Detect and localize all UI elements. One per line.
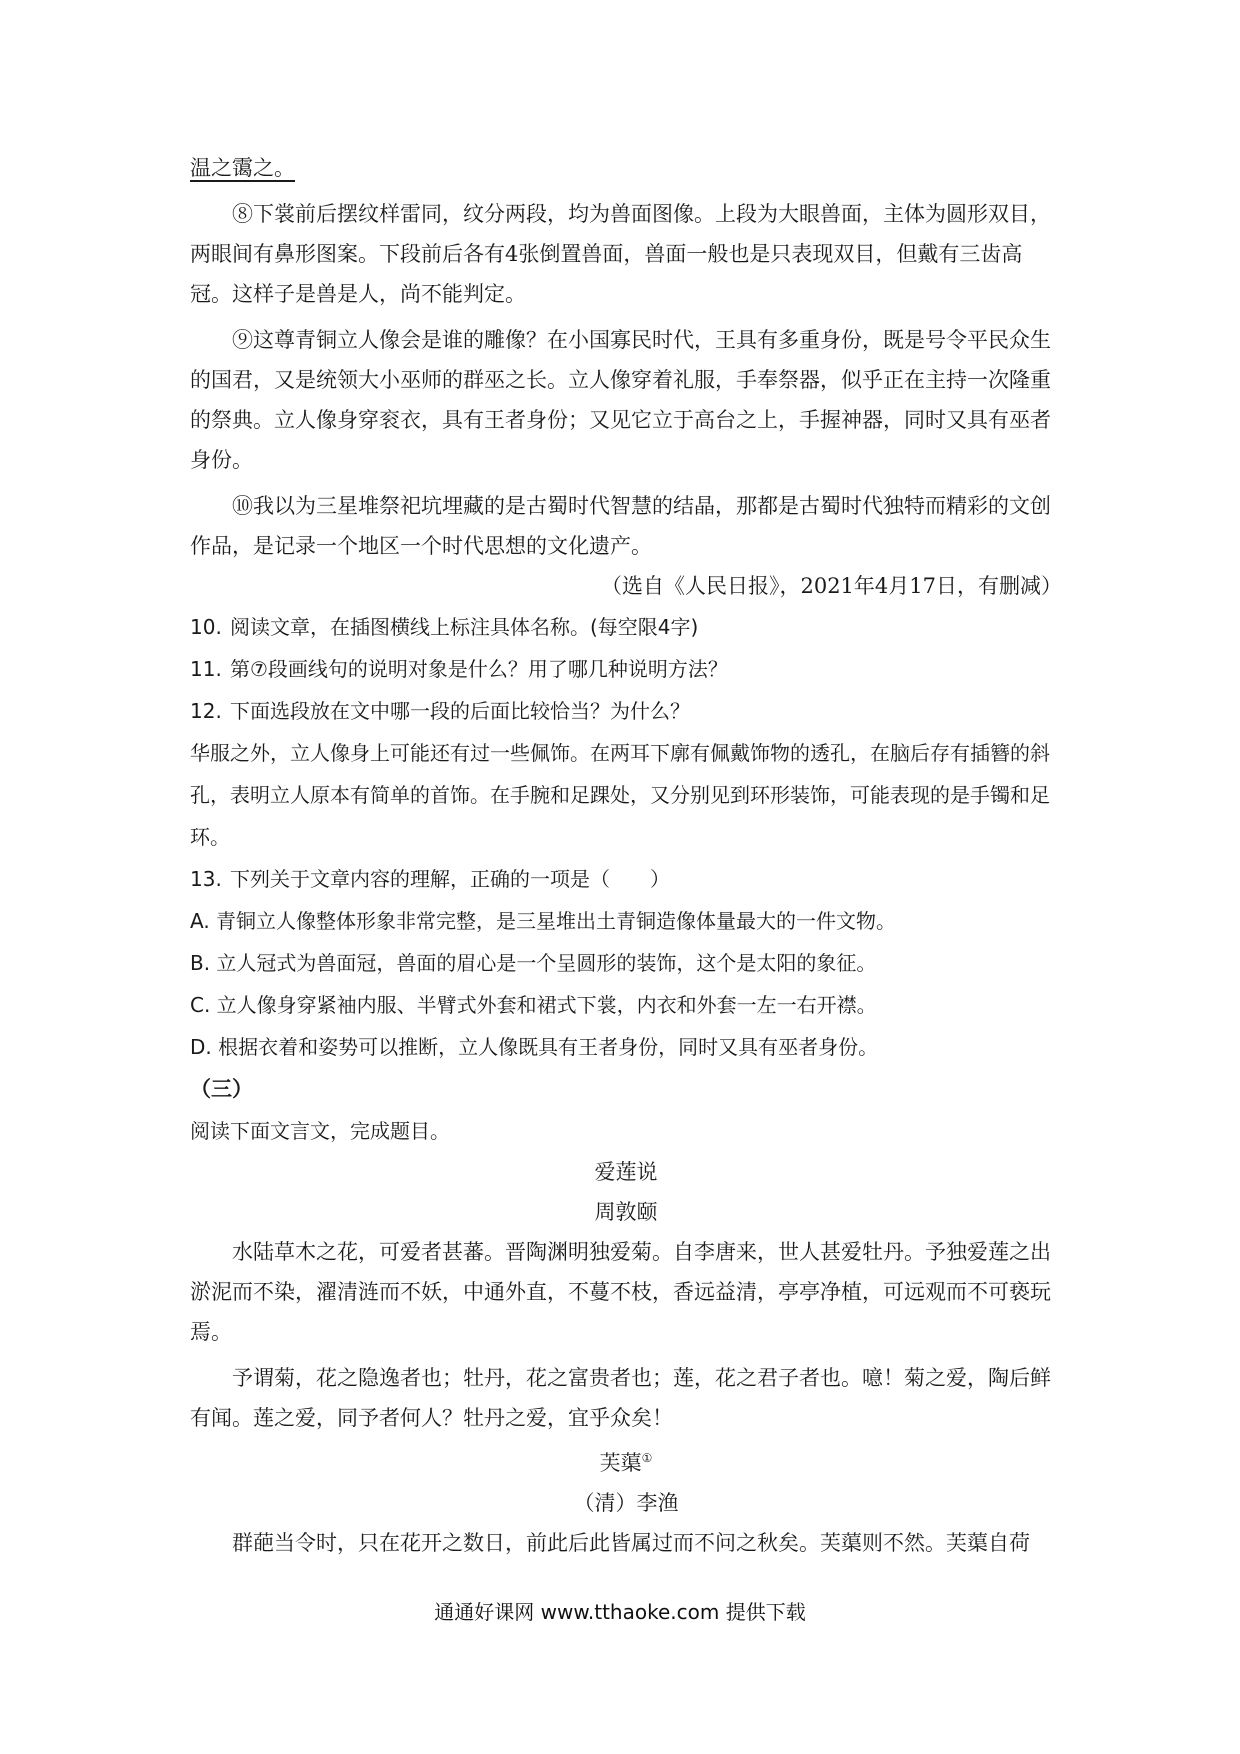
option-b: B. 立人冠式为兽面冠，兽面的眉心是一个呈圆形的装饰，这个是太阳的象征。 <box>190 951 877 975</box>
option-a: A. 青铜立人像整体形象非常完整，是三星堆出土青铜造像体量最大的一件文物。 <box>190 909 897 933</box>
essay-author-1: 周敦颐 <box>594 1200 658 1224</box>
paragraph-9: ⑨这尊青铜立人像会是谁的雕像？在小国寡民时代，王具有多重身份，既是号令平民众生的国君，又是统领大小巫师的群巫之长。立人像穿着礼服，手奉祭器，似乎正在主持一次隆重的祭典。立人像身穿衮衣，具有王者身份；又见它立于高台之上，手握神器，同时又具有巫者身份。 <box>190 328 1051 472</box>
question-12-passage: 华服之外，立人像身上可能还有过一些佩饰。在两耳下廓有佩戴饰物的透孔，在脑后存有插簪的斜孔，表明立人原本有简单的首饰。在手腕和足踝处，又分别见到环形装饰，可能表现的是手镯和足环。 <box>190 741 1050 849</box>
question-text: 下列关于文章内容的理解，正确的一项是（ ） <box>230 867 670 891</box>
question-number: 12. <box>190 699 222 723</box>
paragraph-8: ⑧下裳前后摆纹样雷同，纹分两段，均为兽面图像。上段为大眼兽面，主体为圆形双目，两眼间有鼻形图案。下段前后各有4张倒置兽面，兽面一般也是只表现双目，但戴有三齿高冠。这样子是兽是人，尚不能判定。 <box>190 202 1051 306</box>
essay-author-2: （清）李渔 <box>573 1491 679 1515</box>
essay-title-2 <box>190 1438 1062 1483</box>
question-11 <box>190 648 1062 690</box>
top-line <box>190 148 1062 188</box>
option-d: D. 根据衣着和姿势可以推断，立人像既具有王者身份，同时又具有巫者身份。 <box>190 1035 879 1059</box>
question-13 <box>190 858 1062 900</box>
question-number: 11. <box>190 657 222 681</box>
section-instruction: 阅读下面文言文，完成题目。 <box>190 1119 450 1143</box>
essay-paragraph-2: 予谓菊，花之隐逸者也；牡丹，花之富贵者也；莲，花之君子者也。噫！菊之爱，陶后鲜有闻。莲之爱，同予者何人？牡丹之爱，宜乎众矣！ <box>190 1366 1051 1430</box>
essay-paragraph-1: 水陆草木之花，可爱者甚蕃。晋陶渊明独爱菊。自李唐来，世人甚爱牡丹。予独爱莲之出淤泥而不染，濯清涟而不妖，中通外直，不蔓不枝，香远益清，亭亭净植，可远观而不可亵玩焉。 <box>190 1240 1051 1344</box>
question-number: 10. <box>190 615 222 639</box>
page-footer: 通通好课网 www.tthaoke.com 提供下载 <box>434 1600 806 1624</box>
question-text: 阅读文章，在插图横线上标注具体名称。(每空限4字) <box>230 615 699 639</box>
question-10 <box>190 606 1062 648</box>
source-citation: （选自《人民日报》，2021年4月17日，有删减） <box>600 574 1062 598</box>
question-number: 13. <box>190 867 222 891</box>
essay-paragraph-3: 群葩当令时，只在花开之数日，前此后此皆属过而不问之秋矣。芙蕖则不然。芙蕖自荷 <box>232 1531 1030 1555</box>
footnote-marker: ① <box>641 1451 653 1465</box>
essay-title-2-text: 芙蕖 <box>599 1451 642 1475</box>
option-c: C. 立人像身穿紧袖内服、半臂式外套和裙式下裳，内衣和外套一左一右开襟。 <box>190 993 877 1017</box>
paragraph-10: ⑩我以为三星堆祭祀坑埋藏的是古蜀时代智慧的结晶，那都是古蜀时代独特而精彩的文创作品，是记录一个地区一个时代思想的文化遗产。 <box>190 494 1051 558</box>
question-text: 第⑦段画线句的说明对象是什么？用了哪几种说明方法？ <box>230 657 728 681</box>
page-content <box>190 148 1062 1563</box>
essay-title-1: 爱莲说 <box>594 1160 658 1184</box>
question-12 <box>190 690 1062 732</box>
question-text: 下面选段放在文中哪一段的后面比较恰当？为什么？ <box>230 699 690 723</box>
underlined-sentence-end: 温之霭之。 <box>190 156 295 180</box>
section-heading: （三） <box>190 1077 253 1101</box>
